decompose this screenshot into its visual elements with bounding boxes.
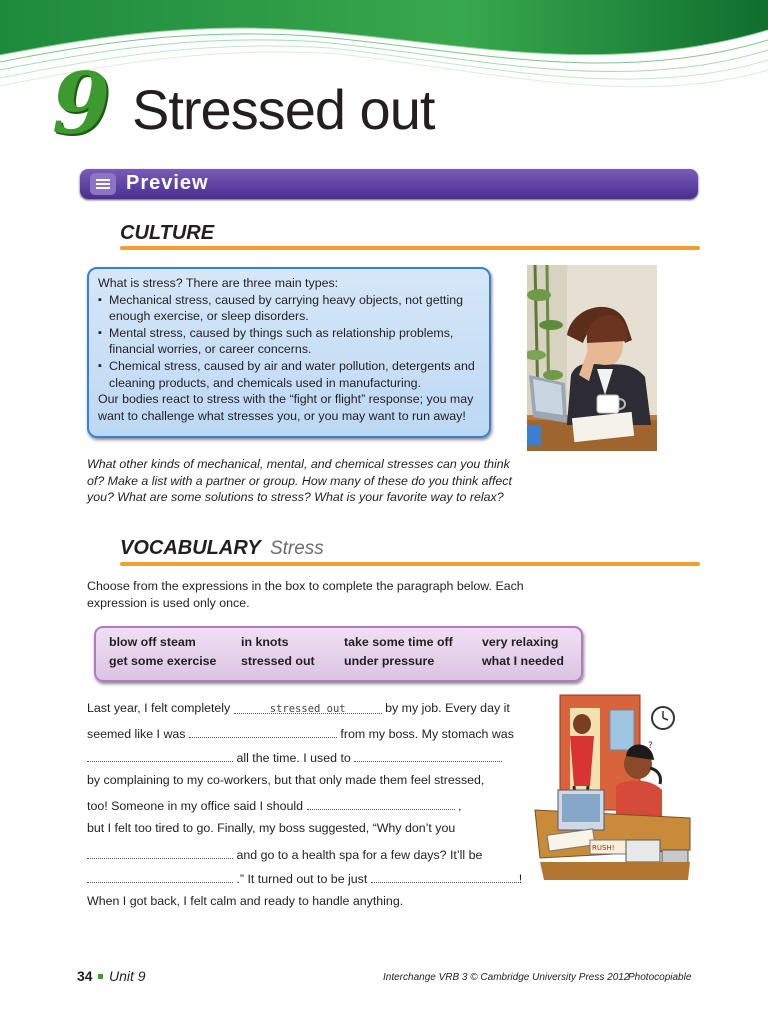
paragraph-line <box>87 701 510 715</box>
paragraph-text: and go to a health spa for a few days? It’ll be <box>236 848 483 862</box>
expression-item: in knots <box>241 635 289 649</box>
answer-blank-example <box>234 701 382 714</box>
paragraph-line <box>87 894 403 908</box>
list-item: ▪ Mental stress, caused by things such as relationship problems, financial worries, or career concerns. <box>98 325 484 358</box>
vocabulary-rule <box>120 562 700 566</box>
unit-number: 9 <box>52 54 111 153</box>
paragraph-line <box>87 797 461 813</box>
paragraph-line <box>87 821 455 835</box>
paragraph-line <box>87 846 482 862</box>
answer-blank[interactable] <box>87 870 233 883</box>
culture-rule <box>120 246 700 250</box>
culture-discussion-question: What other kinds of mechanical, mental, and chemical stresses can you think of? Make a list with a partner or group. How many of these do you think affect you? What are some solutions to stress? What is your favorite way to relax? <box>87 457 512 505</box>
paragraph-text: When I got back, I felt calm and ready to handle anything. <box>87 894 404 908</box>
preview-label: Preview <box>126 172 209 194</box>
answer-blank[interactable] <box>354 749 502 762</box>
vocabulary-heading <box>120 537 324 560</box>
paragraph-line <box>87 749 502 765</box>
paragraph-text: , <box>457 799 462 813</box>
paragraph-text: from my boss. My stomach was <box>340 727 514 741</box>
page-number: 34 <box>77 968 93 984</box>
svg-text:RUSH!: RUSH! <box>592 844 615 852</box>
paragraph-text: too! Someone in my office said I should <box>87 799 304 813</box>
paragraph-text: but I felt too tired to go. Finally, my boss suggested, “Why don’t you <box>87 821 456 835</box>
stressed-office-worker-illustration <box>530 690 695 885</box>
paragraph-text: by my job. Every day it <box>385 701 510 715</box>
culture-heading: CULTURE <box>120 222 215 244</box>
expression-item: blow off steam <box>109 635 196 649</box>
answer-blank[interactable] <box>371 870 519 883</box>
footer-unit-label: Unit 9 <box>109 968 146 984</box>
list-item: ▪ Mechanical stress, caused by carrying heavy objects, not getting enough exercise, or sleep disorders. <box>98 292 484 325</box>
expression-item: under pressure <box>344 654 435 668</box>
paragraph-line <box>87 870 522 886</box>
culture-info-text <box>98 275 484 424</box>
vocabulary-subheading: Stress <box>269 538 324 559</box>
expression-item: very relaxing <box>482 635 559 649</box>
culture-closing: Our bodies react to stress with the “fight or flight” response; you may want to challenge what stresses you, or you may want to run away! <box>98 392 474 423</box>
answer-blank[interactable] <box>87 749 233 762</box>
copyright-notice: Interchange VRB 3 © Cambridge University Press 2012 <box>383 972 630 983</box>
expression-box <box>94 626 583 682</box>
stress-types-list <box>98 292 484 392</box>
answer-blank[interactable] <box>189 725 337 738</box>
unit-title: Stressed out <box>132 78 435 141</box>
vocabulary-heading-label: VOCABULARY <box>120 537 261 559</box>
photocopiable-notice: Photocopiable <box>628 972 692 983</box>
menu-lines-icon <box>90 173 116 195</box>
answer-blank[interactable] <box>87 846 233 859</box>
paragraph-text: by complaining to my co-workers, but that only made them feel stressed, <box>87 773 485 787</box>
svg-text:?: ? <box>648 741 653 751</box>
paragraph-line <box>87 725 514 741</box>
expression-item: get some exercise <box>109 654 217 668</box>
expression-item: what I needed <box>482 654 564 668</box>
paragraph-text: Last year, I felt completely <box>87 701 231 715</box>
expression-item: stressed out <box>241 654 315 668</box>
paragraph-text: ! <box>518 872 523 886</box>
expression-item: take some time off <box>344 635 453 649</box>
paragraph-text: .” It turned out to be just <box>236 872 368 886</box>
culture-intro: What is stress? There are three main types: <box>98 276 339 290</box>
list-item: ▪ Chemical stress, caused by air and water pollution, detergents and cleaning products, and chemicals used in manufacturing. <box>98 358 484 391</box>
footer-separator <box>98 974 103 979</box>
example-answer: stressed out <box>269 703 346 715</box>
paragraph-line <box>87 773 484 787</box>
answer-blank[interactable] <box>307 797 455 810</box>
vocabulary-instructions: Choose from the expressions in the box to complete the paragraph below. Each expression is used only once. <box>87 579 524 610</box>
stressed-woman-photo <box>527 265 657 451</box>
paragraph-text: all the time. I used to <box>236 751 351 765</box>
paragraph-text: seemed like I was <box>87 727 186 741</box>
